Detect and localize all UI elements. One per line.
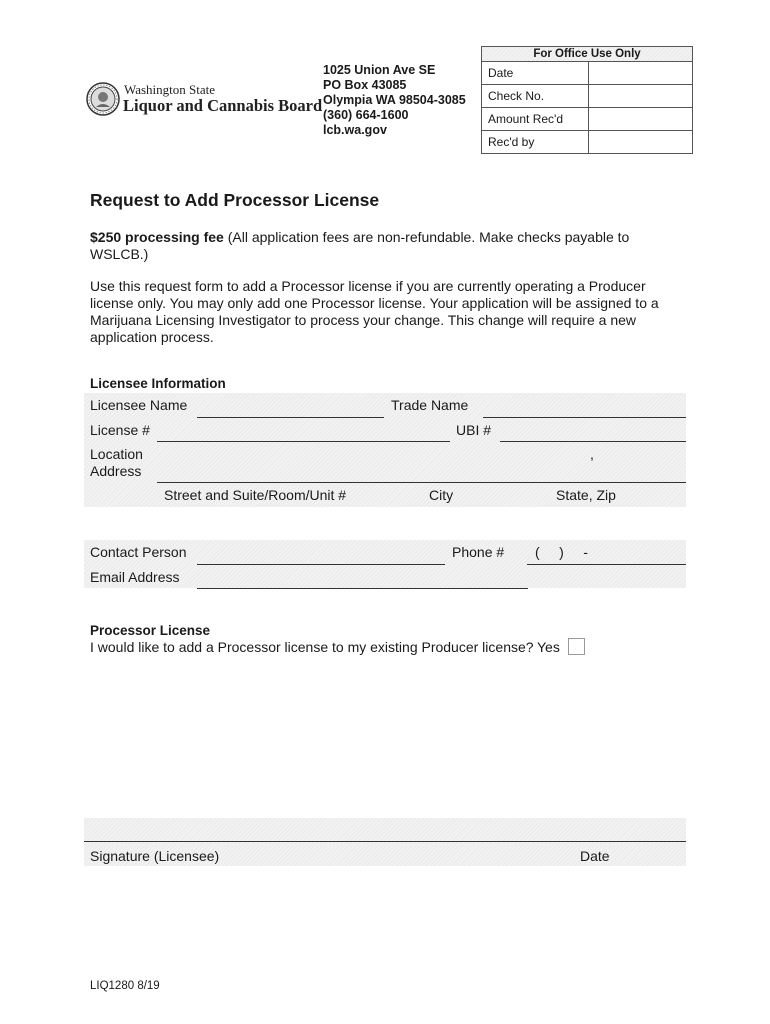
office-row-recd-by xyxy=(482,131,692,153)
ubi-field[interactable] xyxy=(500,423,686,442)
office-row-label: Check No. xyxy=(482,85,589,107)
trade-name-field[interactable] xyxy=(483,399,686,418)
office-row-label: Rec'd by xyxy=(482,131,589,153)
logo-line-1: Washington State xyxy=(124,82,216,97)
fee-paragraph xyxy=(90,229,650,263)
location-label-line-2: Address xyxy=(90,463,142,479)
processor-question: I would like to add a Processor license to my existing Producer license? xyxy=(90,639,534,655)
fee-note: (All application fees are non-refundable. Make checks payable to WSLCB.) xyxy=(90,229,630,262)
office-use-title: For Office Use Only xyxy=(482,47,692,62)
signature-label: Signature (Licensee) xyxy=(90,848,220,864)
office-row-value xyxy=(589,131,692,153)
office-use-table xyxy=(481,46,693,154)
processor-heading: Processor License xyxy=(90,623,211,638)
location-label xyxy=(90,446,143,480)
license-number-label: License # xyxy=(90,422,150,438)
office-row-date xyxy=(482,62,692,85)
city-caption: City xyxy=(429,487,454,503)
signature-date-label: Date xyxy=(580,848,610,864)
yes-label: Yes xyxy=(537,639,560,655)
licensee-name-field[interactable] xyxy=(197,399,384,418)
email-label: Email Address xyxy=(90,569,180,585)
office-row-value xyxy=(589,108,692,130)
phone-label: Phone # xyxy=(452,544,505,560)
ubi-label: UBI # xyxy=(456,422,492,438)
office-row-label: Date xyxy=(482,62,589,84)
license-number-field[interactable] xyxy=(157,423,450,442)
licensee-name-label: Licensee Name xyxy=(90,397,188,413)
office-row-amount xyxy=(482,108,692,131)
state-seal-icon xyxy=(86,82,120,116)
email-field[interactable] xyxy=(197,570,528,589)
address-city: Olympia WA 98504-3085 xyxy=(323,93,466,107)
address-block xyxy=(323,63,466,138)
office-row-label: Amount Rec'd xyxy=(482,108,589,130)
yes-checkbox[interactable] xyxy=(568,638,585,655)
logo xyxy=(86,82,323,118)
address-phone: (360) 664-1600 xyxy=(323,108,409,122)
office-row-value xyxy=(589,62,692,84)
fee-amount: $250 processing fee xyxy=(90,229,224,245)
intro-paragraph: Use this request form to add a Processor license if you are currently operating a Producer license only. You may only add one Processor license. Your application will be assigned to a Marijuana Licensing Investigator to process your change. This change will require a new application process. xyxy=(90,278,659,345)
contact-person-label: Contact Person xyxy=(90,544,187,560)
state-zip-caption: State, Zip xyxy=(556,487,616,503)
address-po-box: PO Box 43085 xyxy=(323,78,407,92)
page-title: Request to Add Processor License xyxy=(90,190,380,210)
form-id: LIQ1280 8/19 xyxy=(90,980,160,992)
contact-person-field[interactable] xyxy=(197,546,445,565)
phone-template: ( ) - xyxy=(535,544,588,560)
location-address-field[interactable] xyxy=(157,464,686,483)
office-row-check-no xyxy=(482,85,692,108)
address-web: lcb.wa.gov xyxy=(323,123,387,137)
office-row-value xyxy=(589,85,692,107)
logo-line-2: Liquor and Cannabis Board xyxy=(123,96,323,115)
address-street: 1025 Union Ave SE xyxy=(323,63,436,77)
address-comma: , xyxy=(590,446,594,462)
signature-field[interactable] xyxy=(84,818,686,841)
location-label-line-1: Location xyxy=(90,446,143,462)
street-caption: Street and Suite/Room/Unit # xyxy=(164,487,347,503)
licensee-heading: Licensee Information xyxy=(90,376,226,391)
trade-name-label: Trade Name xyxy=(391,397,469,413)
